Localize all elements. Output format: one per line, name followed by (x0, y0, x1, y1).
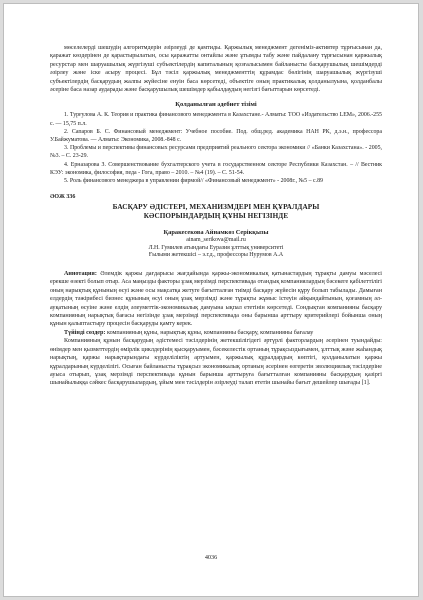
abstract-text: Әлемдік қаржы дағдарысы жағдайында қаржы-экономикалық қатынастардың тұрақты дамуы мәселесі ерекше өзекті болып отыр. Аса маңызды факторы ұзақ мерзімді перспективада отандық компаниялардың бәсекеге қабілеттілігі оның нарықтық құнының өсуі және осы мақсатқа жетуге бағытталған тиімді басқару жүйесін құру болып табылады. Дамыған елдердің тәжірибесі бизнес құнының өсуі оның ұзақ мерзімді және тұрақты жұмыс істеуін айқындайтынын, қоғамның әл-ауқатының өсуіне және елдің әлеуметтік-экономикалық дамуына ықпал ететінін көрсетеді. Сондықтан компанияны басқару компанияның нарықтық бағасы негізінде ұзақ мерзімді перспективада оны барынша арттыру критерийлері бойынша оның құнын қалыптастыру процесін басқаруды қамту керек. (50, 271, 382, 328)
page-content (50, 44, 382, 388)
document-page (4, 4, 418, 596)
article-title-line-1: БАСҚАРУ ӘДІСТЕРІ, МЕХАНИЗМДЕРІ МЕН ҚҰРАЛДАРЫ (112, 203, 320, 212)
abstract-paragraph (50, 270, 382, 329)
author-email: ainam_serikova@mail.ru (186, 237, 246, 244)
body-paragraph: Компанияның құнын басқарудың әдістемесі тәсілдерінің жетекшілігідегі әртүрлі факторлардың әсерінен туындайды: өнімдер мен қызметтердің өмірлік циклдерінің қысқаруымен, бәсекелестік ортаның тұрақсыздығымен, ұлттық және жаһандық нарықтың, қаржы нарықтарындағы күрделіліктің артуымен, қаржылық құралдардың көптігі, қолданылатын қаржы құралдарының күрделілігі. Осыған байланысты тұрақсыз экономикалық ортаның әсерінен өзгеретін эволюциялық тәсілдеріне ауыса отырып, ұзақ мерзімді перспективада құнын барынша арттыруға бағытталған компанияны басқарудың қазіргі шынайылыққа сәйкес басқарушылардың, ұйым мен тәсілдерін әзірлеуді талап ететін шынайы бағыт дешейлер шығады [1]. (50, 338, 382, 387)
keywords-paragraph (50, 329, 382, 337)
page-number: 4036 (204, 554, 218, 561)
keywords-label: Түйінді сөздер: (64, 329, 106, 336)
affiliation-line-1: Л.Н. Гумилев атындағы Еуразия ұлттық университеті (148, 244, 284, 251)
references-heading: Қолданылған әдебиет тізімі (175, 101, 257, 109)
reference-item-2: 2. Сапаров Б. С. Финансовый менеджмент: Учебное пособие. Под. общ.ред. академика НАН РК, д.э.н., профессора У.Байжуматова. — Алматы: Экономика, 2008.-848 с. (50, 128, 382, 144)
keywords-text: компанияның құны, нарықтық құны, компанияны басқару, компанияны бағалау (106, 329, 314, 336)
intro-paragraph: мөселелерді шешудің алгоритмдерін әзірлеуді де қамтиды. Қаржылық менеджмент дегеніміз-активтер тұрғысынан да, қаражат көздерінен де қарастырылатын, осы қаражатты онтайлы және ұтымды табу және пайдалану тұрғысынан қаржылық ресурстар мен шаруашылық жүргізуші субъектілердің капиталының қозғалысымен байланысты басқарушылық шешімдерді әзірлеу және іске асыру процесі. Бұл тәсіл қаржылық менеджменттің құрамдас бөлігінің шаруашылық жүргізуші субъектілердің басқарудың жалпы жүйесіне енуін баса көрсетеді, объектіге оның практикалық қолданылуына, қолданбалы әсеріне баса назар аударады және басқарушылық шешімдер қабылдаудың негізгі бағыттарын көрсетеді. (50, 45, 382, 94)
article-title (50, 203, 382, 221)
author-name: Қаракесекова Айнамкөз Серікқызы (163, 229, 269, 237)
udk-code: ӘОЖ 336 (50, 194, 76, 201)
reference-item-1: 1. Турғулова А. К. Теория и практика финансового менеджмента в Казахстане.- Алматы: ТОО «Издательство LEM», 2006.-255 с. — 15,75 п.л. (50, 112, 382, 127)
reference-item-4: 4. Ерназарова З. Совершенствование бухгалтерского учета в государственном секторе Республики Казахстан. – // Вестник КЭУ: экономика, философия, педа - Гога, право – 2010. – №4 (19). – С. 51-54. (50, 161, 382, 176)
abstract-label: Аннотация: (64, 271, 97, 278)
spacer (50, 260, 382, 270)
reference-item-3: 3. Проблемы и перспективы финансовых ресурсами предприятий реального сектора экономики // «Банки Казахстана». - 2005, №3. – С. 23-29. (50, 145, 382, 160)
article-title-line-2: КӘСПОРЫНДАРДЫҢ ҚҰНЫ НЕГІЗІНДЕ (143, 212, 289, 221)
reference-item-5: 5. Роль финансового менеджера в управлении фирмой// «Финансовый менеджмент» - 2008г., №5 – с.89 (64, 178, 323, 185)
affiliation-line-2: Ғылыми жетекшісі – э.г.д., профессоры Нурумов А.А (148, 252, 284, 259)
references-list (50, 111, 382, 185)
